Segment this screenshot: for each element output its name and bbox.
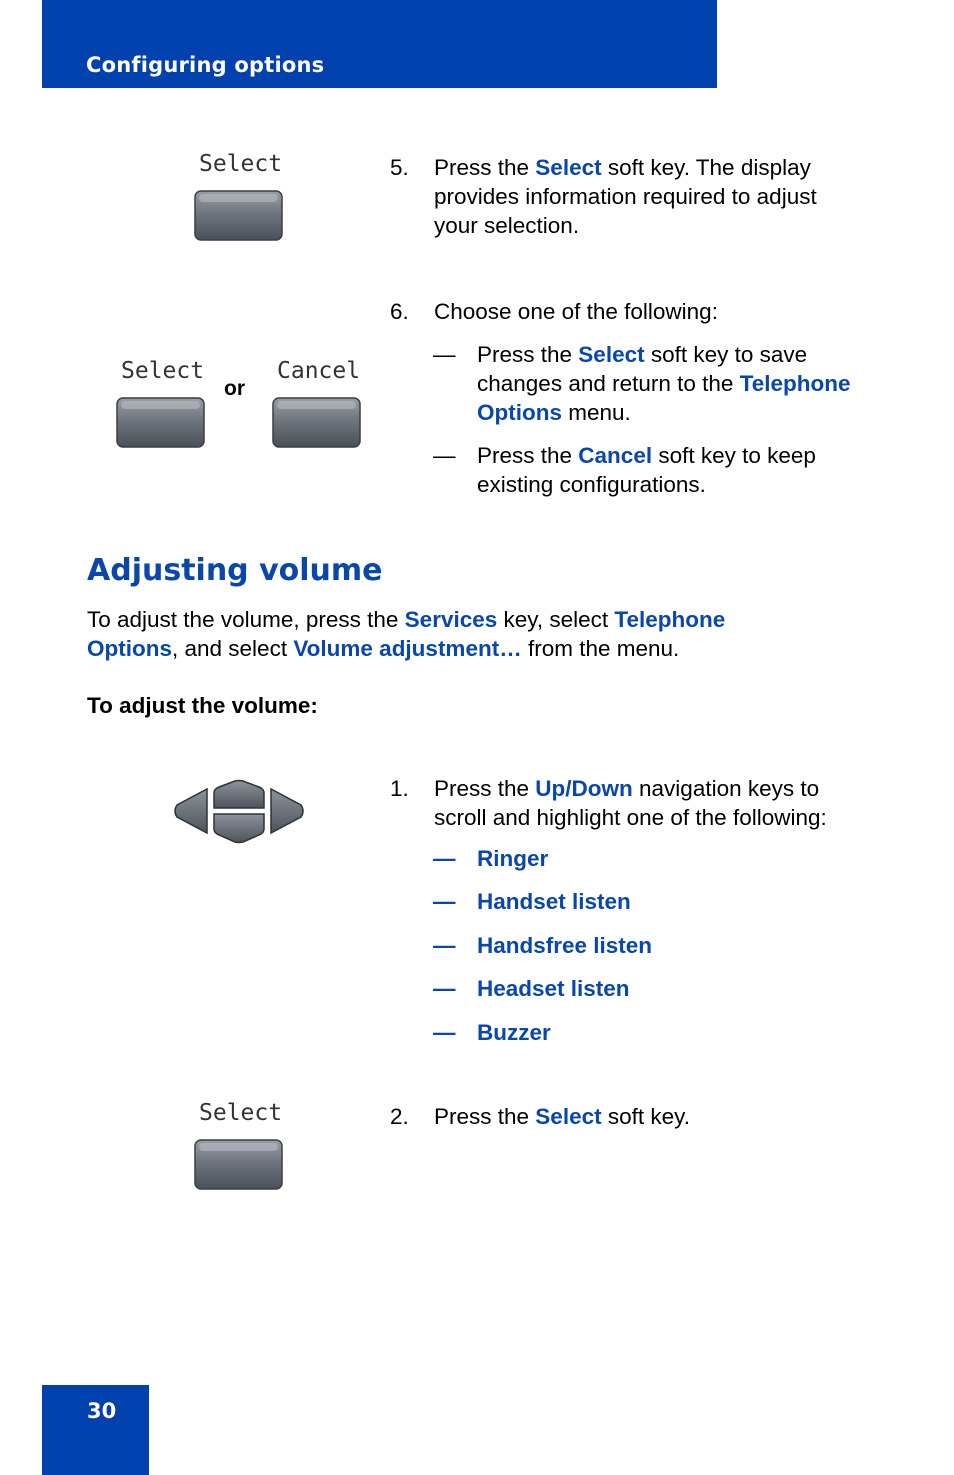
right-arrow-icon: [271, 789, 303, 833]
select-softkey-icon[interactable]: [194, 1139, 284, 1191]
select-softkey-icon[interactable]: [194, 190, 284, 242]
volume-step-1: 1. Press the Up/Down navigation keys to scroll and highlight one of the following:: [390, 776, 827, 830]
select-softkey-icon[interactable]: [116, 397, 206, 449]
step-6: 6. Choose one of the following:: [390, 299, 718, 324]
step-5: 5. Press the Select soft key. The display provides information required to adjust your selection.: [390, 155, 817, 238]
option-save: — Press the Select soft key to save changes and return to the Telephone Options menu.: [433, 342, 851, 425]
cancel-softkey-icon[interactable]: [272, 397, 362, 449]
header-title: Configuring options: [86, 53, 325, 77]
header-bar: [42, 0, 717, 88]
left-arrow-icon: [175, 789, 207, 833]
select-key-name: Select: [535, 155, 602, 180]
up-arrow-icon: [214, 781, 264, 809]
option-cancel: — Press the Cancel soft key to keep existing configurations.: [433, 443, 816, 497]
cancel-key-label: Cancel: [277, 358, 361, 384]
or-label: or: [224, 377, 245, 400]
footer-page-box: [42, 1385, 149, 1475]
page-number: 30: [87, 1399, 117, 1423]
section-title: Adjusting volume: [87, 553, 383, 588]
select-key-label: Select: [121, 358, 205, 384]
volume-step-2: 2. Press the Select soft key.: [390, 1104, 690, 1129]
select-key-label: Select: [199, 1100, 283, 1126]
navigation-keys-icon[interactable]: [171, 779, 307, 845]
procedure-title: To adjust the volume:: [87, 693, 318, 718]
select-key-label: Select: [199, 151, 283, 177]
down-arrow-icon: [214, 814, 264, 843]
intro-paragraph: To adjust the volume, press the Services key, select Telephone Options, and select Volume adjustment… from the menu.: [87, 607, 726, 661]
